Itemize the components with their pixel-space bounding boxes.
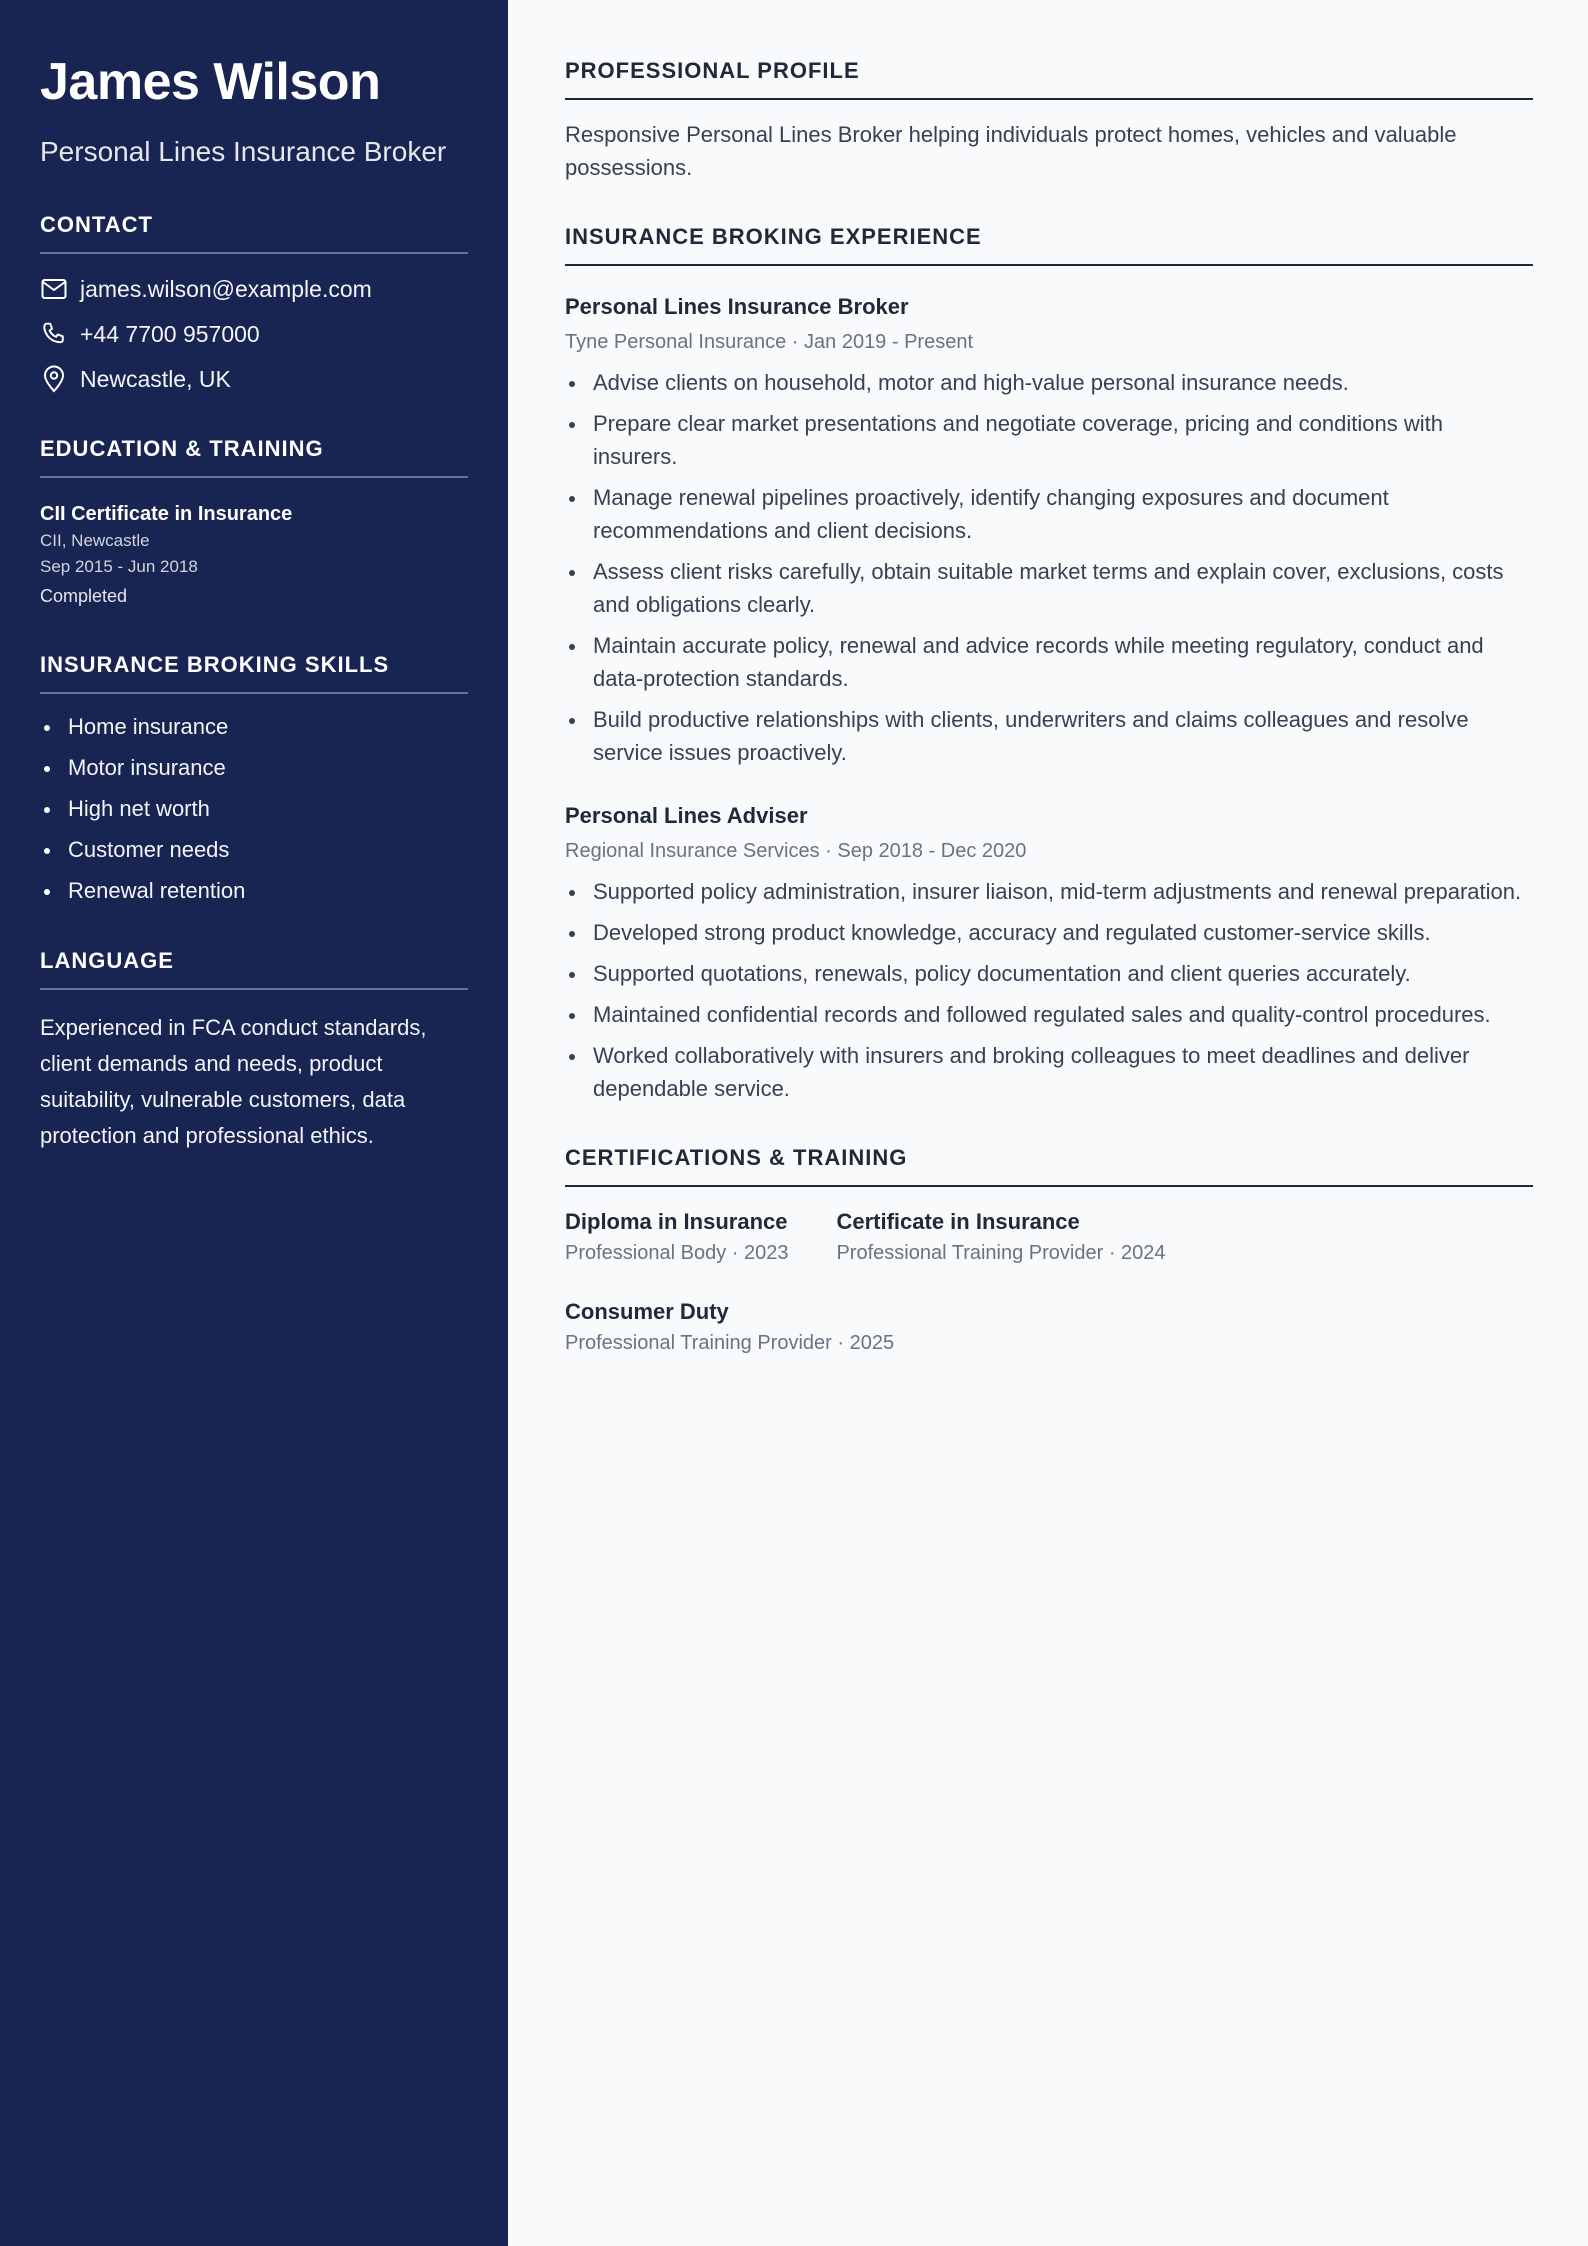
- certification-title: Diploma in Insurance: [565, 1209, 788, 1234]
- language-text: Experienced in FCA conduct standards, client demands and needs, product suitability, vulnerable customers, data protection and professional ethics.: [40, 1015, 427, 1148]
- education-dates: Sep 2015 - Jun 2018: [40, 557, 198, 576]
- sidebar: [0, 0, 508, 2246]
- skill-item: Motor insurance: [40, 753, 468, 783]
- profile-heading: PROFESSIONAL PROFILE: [565, 58, 1533, 100]
- skill-item: Customer needs: [40, 835, 468, 865]
- mail-icon: [40, 275, 68, 303]
- contact-email-text: james.wilson@example.com: [80, 275, 372, 302]
- job-bullet: Advise clients on household, motor and high-value personal insurance needs.: [565, 366, 1533, 399]
- certification-item: [565, 1297, 1485, 1357]
- job-bullet: Worked collaboratively with insurers and broking colleagues to meet deadlines and deliver dependable service.: [565, 1039, 1533, 1105]
- certification-meta: Professional Training Provider · 2025: [565, 1332, 895, 1354]
- certification-title: Certificate in Insurance: [836, 1209, 1080, 1234]
- job-title: Personal Lines Adviser: [565, 803, 808, 828]
- job-bullet: Supported quotations, renewals, policy documentation and client queries accurately.: [565, 957, 1533, 990]
- contact-heading: CONTACT: [40, 212, 468, 254]
- certifications-heading: CERTIFICATIONS & TRAINING: [565, 1145, 1533, 1187]
- experience-section: [565, 224, 1533, 1105]
- candidate-name: James Wilson: [40, 53, 381, 111]
- location-pin-icon: [40, 365, 68, 393]
- language-section: [40, 948, 468, 1154]
- job-meta: Regional Insurance Services · Sep 2018 - Dec 2020: [565, 840, 1027, 862]
- certification-item: [836, 1207, 1165, 1267]
- contact-location: [40, 364, 468, 394]
- contact-list: [40, 274, 468, 394]
- job-bullet: Prepare clear market presentations and negotiate coverage, pricing and conditions with insurers.: [565, 407, 1533, 473]
- education-institution: CII, Newcastle: [40, 531, 150, 550]
- job-meta: Tyne Personal Insurance · Jan 2019 - Present: [565, 331, 974, 353]
- certification-title: Consumer Duty: [565, 1299, 729, 1324]
- education-status: Completed: [40, 586, 128, 606]
- experience-heading: INSURANCE BROKING EXPERIENCE: [565, 224, 1533, 266]
- contact-section: [40, 212, 468, 394]
- contact-email[interactable]: [40, 274, 468, 304]
- language-heading: LANGUAGE: [40, 948, 468, 990]
- job-bullet: Developed strong product knowledge, accuracy and regulated customer-service skills.: [565, 916, 1533, 949]
- job-bullet: Assess client risks carefully, obtain suitable market terms and explain cover, exclusions, costs and obligations clearly.: [565, 555, 1533, 621]
- contact-phone[interactable]: [40, 319, 468, 349]
- education-entry: [40, 500, 468, 610]
- profile-text: Responsive Personal Lines Broker helping individuals protect homes, vehicles and valuable possessions.: [565, 122, 1457, 180]
- certifications-section: [565, 1145, 1533, 1387]
- education-title: CII Certificate in Insurance: [40, 503, 293, 525]
- job-entry: [565, 801, 1533, 1105]
- certification-meta: Professional Body · 2023: [565, 1242, 789, 1264]
- contact-phone-text: +44 7700 957000: [80, 320, 260, 347]
- skills-heading: INSURANCE BROKING SKILLS: [40, 652, 468, 694]
- candidate-title: Personal Lines Insurance Broker: [40, 136, 447, 167]
- job-bullets: [565, 875, 1533, 1105]
- skills-section: [40, 652, 468, 906]
- main-content: [565, 0, 1533, 1427]
- job-bullet: Supported policy administration, insurer liaison, mid-term adjustments and renewal preparation.: [565, 875, 1533, 908]
- job-entry: [565, 292, 1533, 769]
- education-section: [40, 436, 468, 610]
- job-title: Personal Lines Insurance Broker: [565, 294, 909, 319]
- certifications-list: [565, 1207, 1533, 1387]
- certification-item: [565, 1207, 788, 1267]
- job-bullets: [565, 366, 1533, 769]
- contact-location-text: Newcastle, UK: [80, 365, 231, 392]
- profile-section: [565, 58, 1533, 184]
- skill-item: Renewal retention: [40, 876, 468, 906]
- job-bullet: Maintained confidential records and followed regulated sales and quality-control procedures.: [565, 998, 1533, 1031]
- skills-list: [40, 712, 468, 906]
- phone-icon: [40, 320, 68, 348]
- job-bullet: Build productive relationships with clients, underwriters and claims colleagues and resolve service issues proactively.: [565, 703, 1533, 769]
- certification-meta: Professional Training Provider · 2024: [836, 1242, 1166, 1264]
- education-heading: EDUCATION & TRAINING: [40, 436, 468, 478]
- skill-item: High net worth: [40, 794, 468, 824]
- skill-item: Home insurance: [40, 712, 468, 742]
- job-bullet: Maintain accurate policy, renewal and advice records while meeting regulatory, conduct and data-protection standards.: [565, 629, 1533, 695]
- job-bullet: Manage renewal pipelines proactively, identify changing exposures and document recommendations and client decisions.: [565, 481, 1533, 547]
